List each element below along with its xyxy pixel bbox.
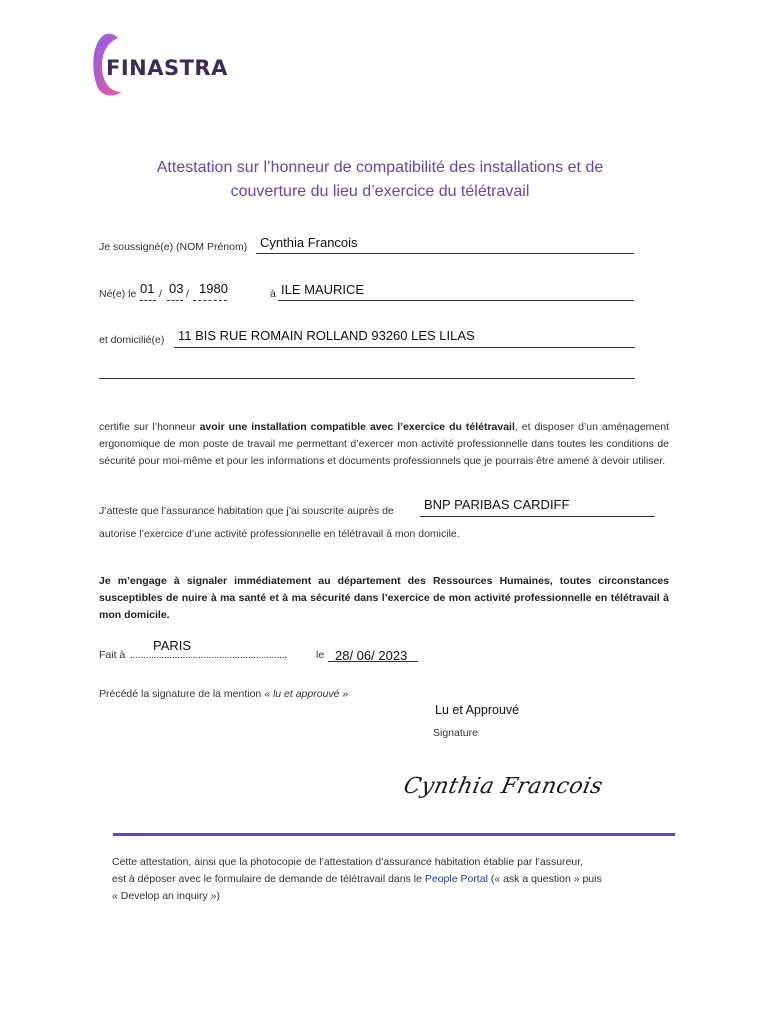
date-field[interactable]: 28/ 06/ 2023 bbox=[335, 648, 408, 663]
people-portal-link[interactable]: People Portal bbox=[424, 873, 488, 885]
place-field[interactable]: PARIS bbox=[153, 638, 192, 653]
birth-month-line bbox=[167, 299, 183, 301]
birth-year-field[interactable]: 1980 bbox=[199, 281, 228, 296]
insurance-field-line bbox=[420, 515, 655, 517]
certify-bold: avoir une installation compatible avec l’exercice du télétravail bbox=[199, 421, 515, 433]
footer-line-1: Cette attestation, ainsi que la photocopie de l’attestation d’assurance habitation établie par l’assureur, bbox=[112, 856, 584, 868]
document-title bbox=[110, 156, 650, 204]
title-line-2: couverture du lieu d’exercice du télétravail bbox=[230, 183, 530, 200]
birth-place-prefix: à bbox=[270, 288, 276, 300]
address-label: et domicilié(e) bbox=[99, 334, 165, 346]
footer-note bbox=[112, 854, 672, 905]
certify-paragraph bbox=[99, 419, 669, 470]
logo bbox=[88, 30, 228, 100]
footer-line-2-prefix: est à déposer avec le formulaire de demande de télétravail dans le bbox=[112, 873, 425, 885]
footer-line-3: « Develop an inquiry ») bbox=[112, 890, 220, 902]
insurance-after: autorise l’exercice d’une activité professionnelle en télétravail à mon domicile. bbox=[99, 528, 460, 540]
insurance-field[interactable]: BNP PARIBAS CARDIFF bbox=[424, 497, 570, 512]
name-field[interactable]: Cynthia Francois bbox=[260, 235, 358, 250]
address-line-2 bbox=[99, 377, 635, 379]
fait-label: Fait à bbox=[99, 649, 126, 661]
commitment-paragraph: Je m’engage à signaler immédiatement au département des Ressources Humaines, toutes circonstances susceptibles de nuire à ma santé et à ma sécurité dans l’exercice de mon activité professionnelle en télétravail à mon domicile. bbox=[99, 575, 669, 621]
le-label: le bbox=[316, 649, 325, 661]
purple-divider bbox=[113, 833, 675, 836]
footer-line-2 bbox=[112, 871, 672, 888]
insurance-label: J’atteste que l’assurance habitation que j’ai souscrite auprès de bbox=[99, 505, 394, 517]
birth-place-line bbox=[278, 299, 634, 301]
mention-prefix: Précédé la signature de la mention bbox=[99, 688, 265, 700]
birth-year-line bbox=[193, 299, 227, 301]
birth-month-field[interactable]: 03 bbox=[169, 281, 184, 296]
address-line-1 bbox=[174, 346, 635, 348]
birth-place-field[interactable]: ILE MAURICE bbox=[281, 282, 365, 297]
certify-rest: , et disposer d’un aménagement ergonomique de mon poste de travail me permettant d’exercer mon activité professionnelle dans toutes les conditions de sécurité pour moi-même et pour les informations et documents professionnels que je pourrais être amené à devoir utiliser. bbox=[99, 421, 670, 467]
address-field[interactable]: 11 BIS RUE ROMAIN ROLLAND 93260 LES LILAS bbox=[178, 328, 475, 343]
birth-sep-1: / bbox=[159, 288, 162, 300]
mention-italic: « lu et approuvé » bbox=[264, 688, 349, 700]
fait-dots: ..........................................................., bbox=[130, 649, 288, 661]
handwritten-signature: Cynthia Francois bbox=[401, 774, 606, 799]
logo-text: FINASTRA bbox=[106, 56, 228, 80]
mention-text bbox=[99, 688, 348, 700]
certify-intro: certifie sur l’honneur bbox=[99, 421, 200, 433]
birth-label: Né(e) le bbox=[99, 288, 137, 300]
birth-sep-2: / bbox=[186, 288, 189, 300]
birth-day-field[interactable]: 01 bbox=[140, 281, 155, 296]
name-field-line bbox=[256, 252, 634, 254]
approval-field[interactable]: Lu et Approuvé bbox=[435, 703, 520, 717]
signature-label: Signature bbox=[433, 727, 478, 739]
name-label: Je soussigné(e) (NOM Prénom) bbox=[99, 241, 248, 253]
footer-line-2-suffix: (« ask a question » puis bbox=[487, 873, 602, 885]
title-line-1: Attestation sur l’honneur de compatibilité des installations et de bbox=[156, 159, 604, 176]
birth-day-line bbox=[140, 299, 156, 301]
